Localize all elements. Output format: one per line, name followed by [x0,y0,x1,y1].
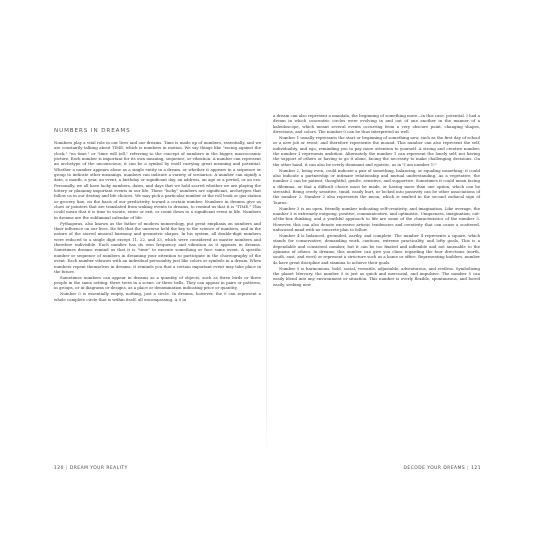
left-page [54,113,261,455]
right-page [273,113,480,455]
page-number: 120 [54,466,64,471]
body-paragraph: Number 5 is harmonious, bold, social, versatile, adjustable, adventurous, and restless. Symbolizing the planet Mercury, the number 5 is just as quick and mercurial, and impulsive. The number 5 can easily blend into any environment or situation. This number is overly flexible, spontaneous, and bored easily, seeking new [273,265,480,287]
body-paragraph: Number 0 is essentially empty, nothing, just a circle. In dreams, however, the 0 can represent a whole complete circle that is within itself, all encompassing. A 0 in [54,291,261,302]
body-paragraph: a dream can also represent a mandala, the beginning of something more—in this case, potential. I had a dream in which concentric circles were evolving in and out of one another in the manner of a kaleidoscope, which meant several events occurring from a very obscure point, changing shapes, directions, and colors. The number 0 can be thus interpreted as well. [273,113,480,135]
body-paragraph: Number 2, being even, could indicate a pair of something, balancing, or equaling something; it could also indicate a partnership or intimate relationship and mutual understanding. As a vegetative, the number 2 can be patient, thoughtful, gentle, sensitive, and supportive. Sometimes it could mean facing a dilemma, or that a difficult choice must be made, or having more than one option, which can be stressful. Being overly sensitive, timid, easily hurt, or locked into passivity can be other associations of the number 2. Number 2 also represents the moon, which is exalted in the second zodiacal sign of Taurus. [273,167,480,205]
body-paragraph: Number 4 is balanced, grounded, earthy, and complete. The number 4 represents a square, which stands for conservative, demanding work, cautious, extreme practicality, and lofty goals. This is a dependable and consistent number, but it can be too fixated and inflexible and not amenable to the opinions of others. In dreams, this number can give you clues regarding the four directions (north, south, east, and west) or represent a structure such as a home or office. Representing builders, number 4s have great discipline and stamina to achieve their goals. [273,232,480,265]
body-paragraph: Numbers play a vital role in our lives and our dreams. Time is made up of numbers, essentially, and we are constantly talking about TIME, which is numbers in motion. We say things like "racing against the clock," "no time," or "time will tell," referring to the concept of numbers in the bigger, macrocosmic picture. Each number is important for its own meaning, sequence, or vibration. A number can represent an archetype of the unconscious; it can be a symbol by itself carrying great meaning and potential. Whether a number appears alone as a single entity in a dream, or whether it appears in a sequence or group to indicate other meanings, numbers can indicate a variety of scenarios. A number can signify a date, a month, a year, an event, a birthday or significant day, an address, an age or a period, or an era. Personally, we all have lucky numbers, dates, and days that we hold sacred whether we are playing the lottery or planning important events in our life. These "lucky" numbers are significant, archetypes that follow us in our destiny and life choices. We may pick a particular number at the roll book or gas station or grocery line, on the basis of our predictivity toward a certain number. Numbers in dreams give us clues or pointers that are translated from waking events to dreams, to remind us that it is "TIME." This could mean that it is time to vacate, enter or exit, or count down to a significant event in life. Numbers in dreams are the subliminal calendar of life. [54,140,261,220]
folio-separator: | [467,466,470,471]
page-number: 121 [471,466,481,471]
right-folio [404,466,481,471]
page-gutter [266,108,267,463]
left-folio [54,466,128,471]
body-paragraph: Pythagoras, also known as the father of modern numerology, put great emphasis on numbers and their influence on our lives. He felt that the universe held the key to the science of numbers, and in the nature of the sacred musical harmony and geometric shapes. In his system, all double-digit numbers were reduced to a single digit except 11, 22, and 33, which were considered as master numbers and therefore indivisible. Each number has its own frequency and vibration as it appears in dreams. Sometimes dreams remind us that it is "time" to execute something or face some event. A specific number or sequence of numbers in dreaming your attention to participate in the choreography of the event. Each number vibrates with an individual personality just like colors or symbols in a dream. When numbers repeat themselves in dreams, it reminds you that a certain important event may take place in the future. [54,220,261,274]
running-title: DECODE YOUR DREAMS [403,466,466,471]
body-paragraph: Sometimes numbers can appear in dreams as a quantity of objects, such as three birds or three people in the same setting, three trees in a scene, or three bells. They can appear in pairs or patterns, in groups, or in diagrams or designs, as a place or denomination indicating price or quantity. [54,274,261,291]
body-paragraph: Number 3 is an open, friendly number indicating self-creativity, and imagination. Like average, the number 3 is extremely outgoing, positive, communicative, and optimistic. Uniqueness, imagination, out-of-the-box thinking, and a youthful approach to life are some of the characteristics of the number 3. However, this can also denote excessive artistic tendencies and creativity that can cause a scattered, unfocused mind with no concrete plan to follow. [273,205,480,232]
section-heading: NUMBERS IN DREAMS [54,128,131,134]
running-title: DREAM YOUR REALITY [69,466,128,471]
body-paragraph: Number 1 usually represents the start or beginning of something new, such as the first day of school or a new job or event, and therefore represents the mound. This number can also represent the self, individuality, and ego, reminding you to pay more attention to yourself. A strong and creative number, the number 1 represents ambition. Alternately the number 1 can represent the lonely self, not having the support of others or having to go it alone, facing the necessity to make challenging decisions. On the other hand, it can also be overly dominant and egoistic, as in "I am number 1!" [273,134,480,167]
folio-separator: | [65,466,68,471]
